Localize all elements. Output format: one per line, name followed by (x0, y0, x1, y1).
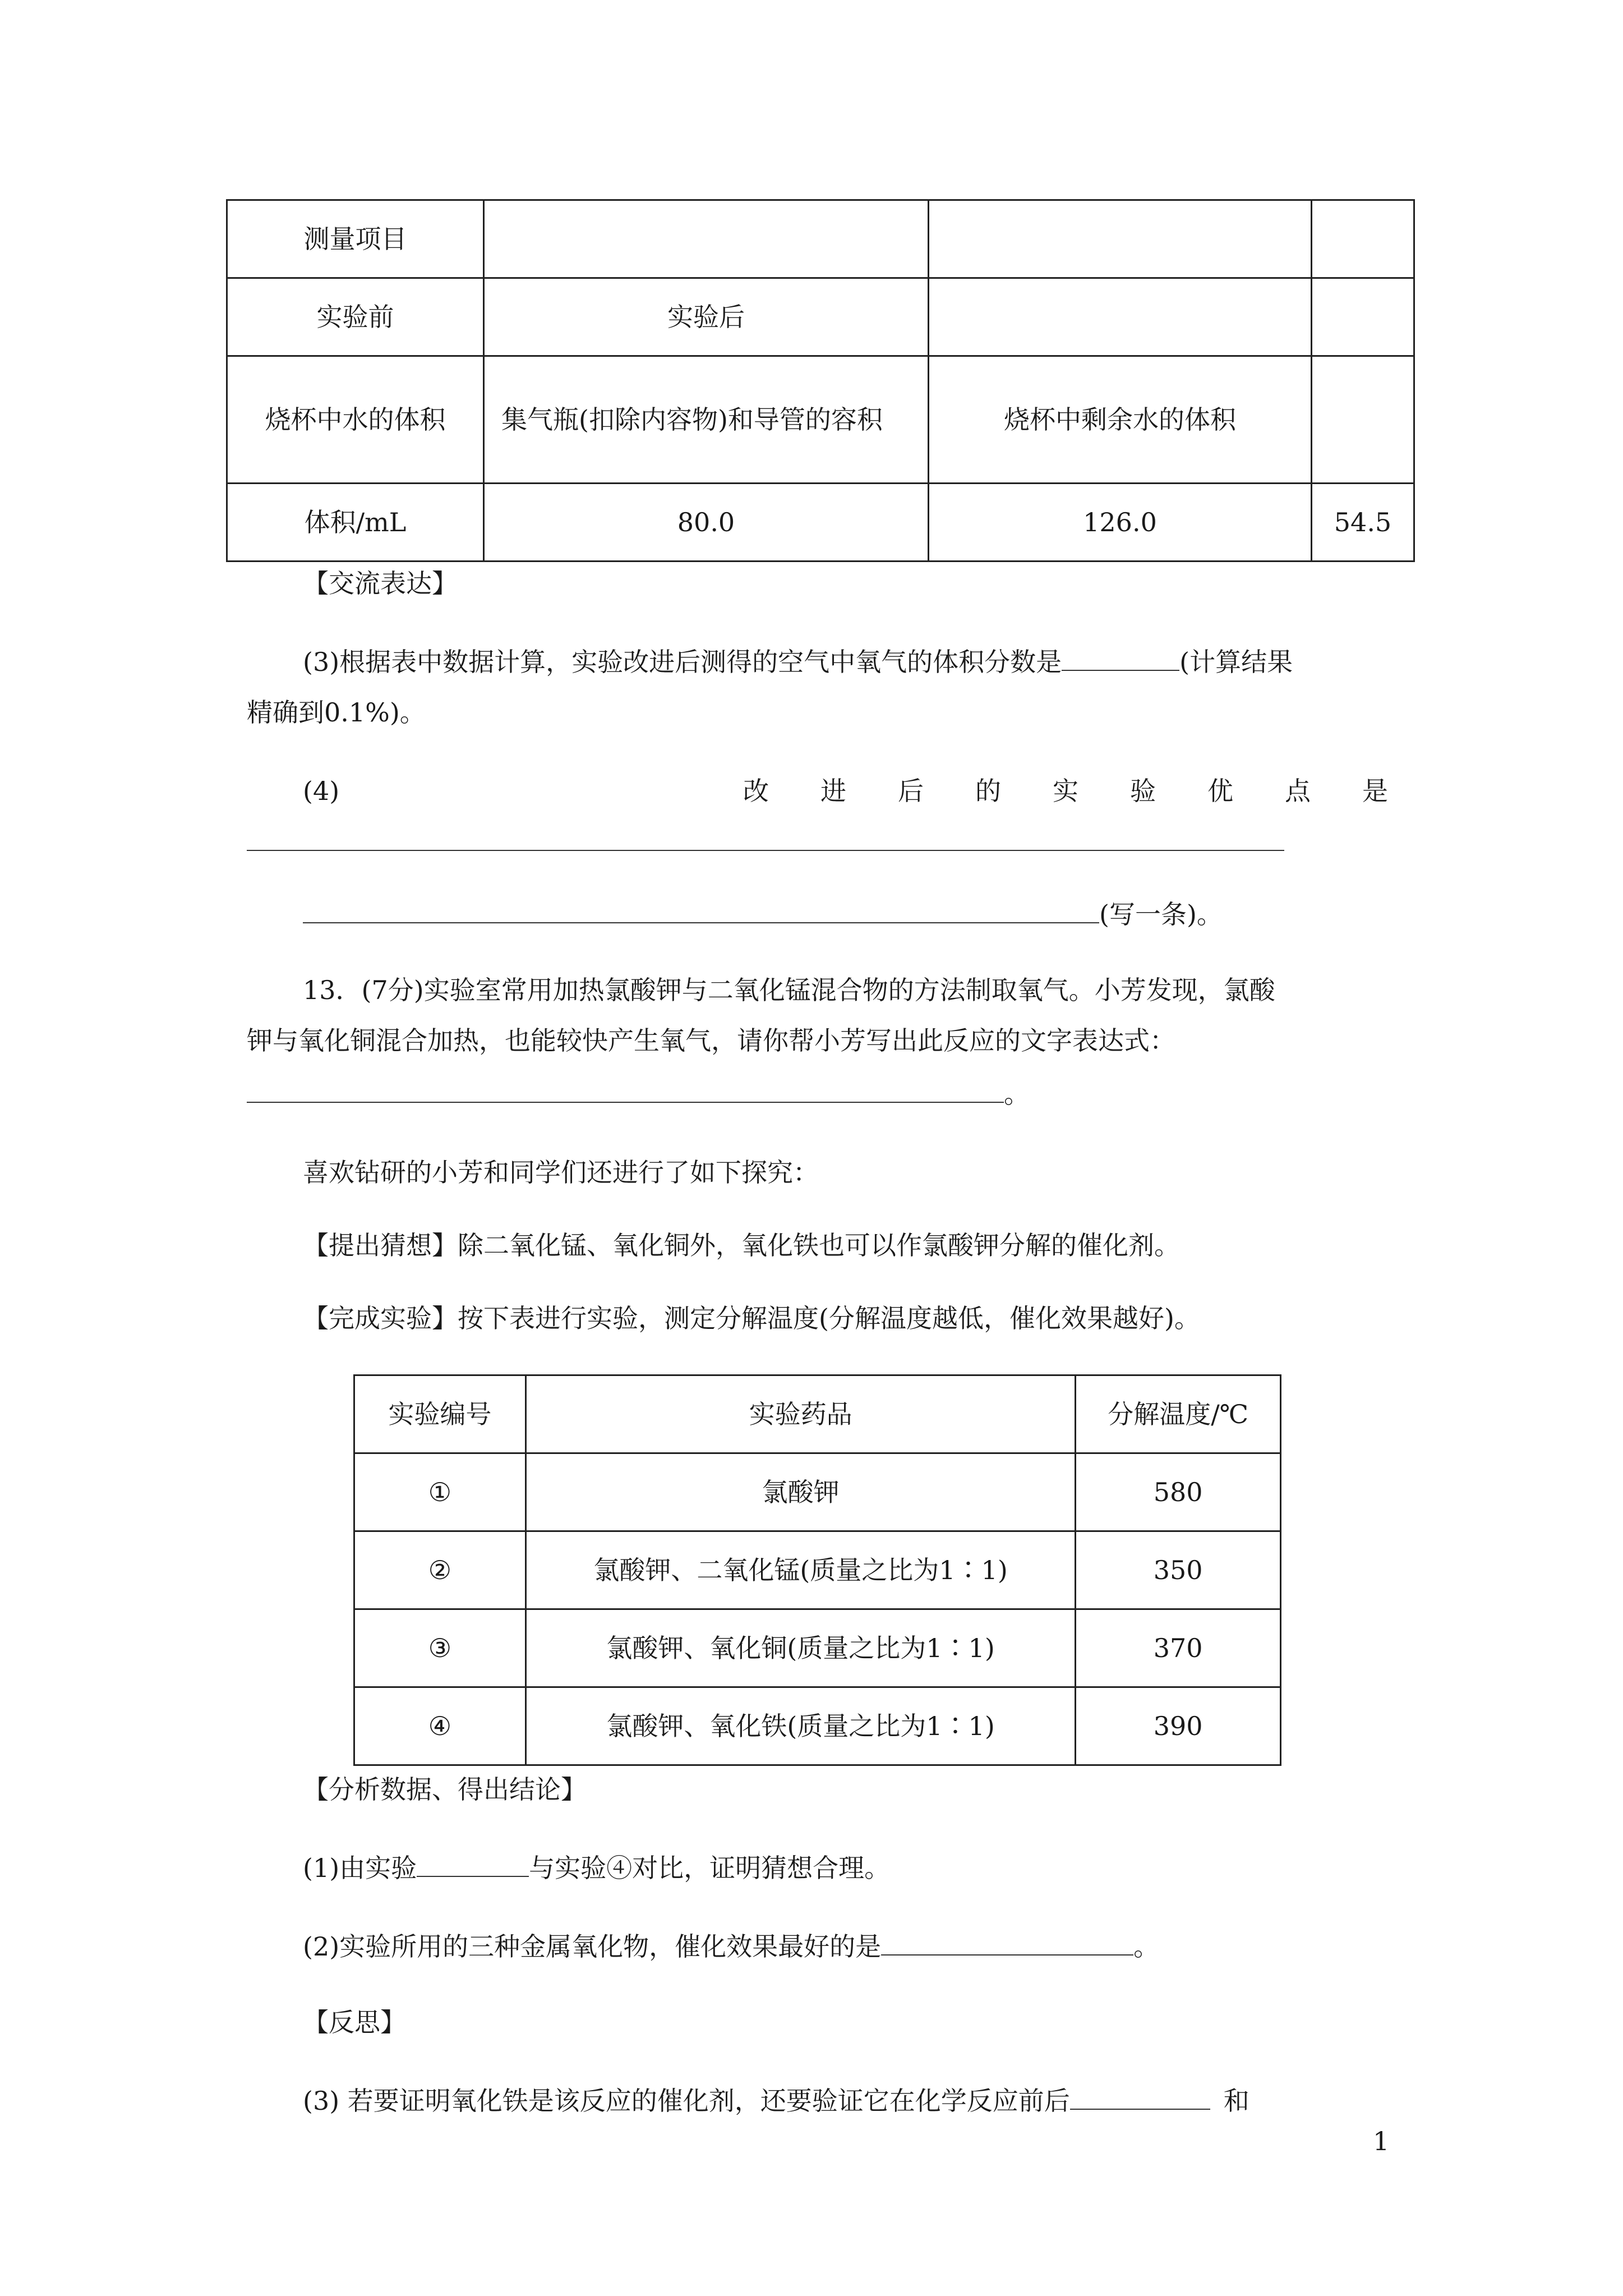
table-row (354, 1453, 1281, 1531)
table-cell: 80.0 (484, 484, 929, 562)
experiment-table (353, 1374, 1281, 1766)
answer-blank[interactable] (1062, 645, 1179, 671)
answer-blank[interactable] (1070, 2084, 1210, 2110)
section-heading: 【反思】 (303, 2007, 406, 2037)
q4-char: 验 (1130, 776, 1156, 806)
table-cell: 氯酸钾、氧化铜(质量之比为1∶1) (525, 1609, 1076, 1687)
table-cell: 体积/mL (227, 484, 484, 562)
table-cell (929, 278, 1312, 356)
q4-char: 进 (820, 776, 846, 806)
table-cell: 氯酸钾、二氧化锰(质量之比为1∶1) (525, 1531, 1076, 1609)
page-number: 1 (1373, 2126, 1390, 2156)
table-cell: 126.0 (929, 484, 1312, 562)
table-cell: 烧杯中水的体积 (227, 356, 484, 484)
measurement-table (226, 199, 1415, 562)
answer-blank[interactable] (303, 898, 1099, 923)
table-cell: 实验后 (484, 278, 929, 356)
q4-char: 优 (1207, 776, 1233, 806)
answer-blank-line[interactable] (247, 850, 1284, 851)
experiment-text: 【完成实验】按下表进行实验，测定分解温度(分解温度越低，催化效果越好)。 (303, 1303, 1200, 1333)
table-cell: 测量项目 (227, 200, 484, 278)
column-header: 实验药品 (525, 1375, 1076, 1453)
question-3-line2: 精确到0.1%)。 (247, 697, 426, 728)
table-cell: ② (354, 1531, 526, 1609)
question-text: (计算结果 (1179, 647, 1293, 677)
table-cell: ① (354, 1453, 526, 1531)
question-4-line3 (303, 898, 1223, 931)
column-header: 分解温度/℃ (1076, 1375, 1281, 1453)
q4-char: 的 (975, 776, 1001, 806)
q4-char: 改 (743, 776, 769, 806)
table-cell: ④ (354, 1687, 526, 1765)
analysis-question-1 (303, 1851, 890, 1885)
hypothesis-text: 【提出猜想】除二氧化锰、氧化铜外，氧化铁也可以作氯酸钾分解的催化剂。 (303, 1230, 1180, 1260)
question-13-line1: 13．(7分)实验室常用加热氯酸钾与二氧化锰混合物的方法制取氧气。小芳发现，氯酸 (303, 975, 1275, 1005)
table-cell (484, 200, 929, 278)
answer-blank[interactable] (417, 1851, 529, 1877)
table-cell (1312, 356, 1414, 484)
table-row (354, 1687, 1281, 1765)
q4-char: 点 (1285, 776, 1311, 806)
analysis-question-2 (303, 1930, 1159, 1963)
table-row (227, 484, 1414, 562)
table-cell (929, 200, 1312, 278)
question-text: (2)实验所用的三种金属氧化物，催化效果最好的是 (303, 1931, 882, 1962)
question-13-line2: 钾与氧化铜混合加热，也能较快产生氧气，请你帮小芳写出此反应的文字表达式： (247, 1025, 1175, 1056)
table-row (354, 1531, 1281, 1609)
table-cell: 实验前 (227, 278, 484, 356)
question-text: (3)根据表中数据计算，实验改进后测得的空气中氧气的体积分数是 (303, 647, 1062, 677)
table-cell: 580 (1076, 1453, 1281, 1531)
table-cell: 54.5 (1312, 484, 1414, 562)
table-cell: 氯酸钾 (525, 1453, 1076, 1531)
question-text: 。 (1004, 1079, 1030, 1109)
table-cell: 烧杯中剩余水的体积 (929, 356, 1312, 484)
question-4-text (743, 774, 1388, 808)
intro-text: 喜欢钻研的小芳和同学们还进行了如下探究： (303, 1157, 819, 1188)
table-cell: 集气瓶(扣除内容物)和导管的容积 (484, 356, 929, 484)
section-heading: 【交流表达】 (303, 568, 458, 599)
table-row (354, 1609, 1281, 1687)
question-text: (1)由实验 (303, 1853, 417, 1883)
table-cell: 350 (1076, 1531, 1281, 1609)
reflection-question-3 (303, 2084, 1249, 2118)
table-cell: 氯酸钾、氧化铁(质量之比为1∶1) (525, 1687, 1076, 1765)
question-text: 与实验④对比，证明猜想合理。 (529, 1853, 891, 1883)
table-cell (1312, 278, 1414, 356)
column-header: 实验编号 (354, 1375, 526, 1453)
table-row (227, 356, 1414, 484)
question-text: (3) 若要证明氧化铁是该反应的催化剂，还要验证它在化学反应前后 (303, 2086, 1070, 2116)
table-cell (1312, 200, 1414, 278)
q4-char: 后 (898, 776, 924, 806)
question-3-line1 (303, 645, 1293, 679)
table-cell: 370 (1076, 1609, 1281, 1687)
answer-blank[interactable] (881, 1930, 1133, 1955)
table-cell: ③ (354, 1609, 526, 1687)
question-13-line3 (247, 1077, 1030, 1111)
table-row (227, 278, 1414, 356)
table-header-row (354, 1375, 1281, 1453)
question-text: (写一条)。 (1099, 899, 1223, 930)
section-heading: 【分析数据、得出结论】 (303, 1774, 587, 1805)
table-row (227, 200, 1414, 278)
table-cell: 390 (1076, 1687, 1281, 1765)
q4-char: 是 (1362, 776, 1388, 806)
q4-char: 实 (1053, 776, 1078, 806)
question-text: 。 (1133, 1931, 1160, 1962)
question-4-label: (4) (303, 776, 340, 806)
question-text: 和 (1223, 2086, 1249, 2116)
answer-blank[interactable] (247, 1077, 1004, 1103)
